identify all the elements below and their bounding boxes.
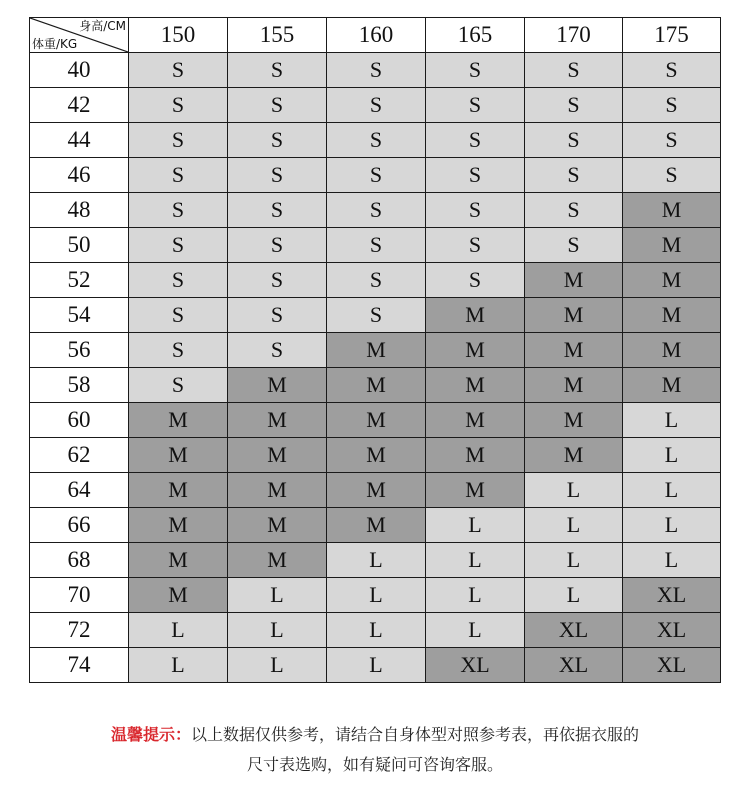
table-row: [30, 53, 721, 88]
tip-text-1: 以上数据仅供参考，请结合自身体型对照参考表，再依据衣服的: [191, 725, 640, 744]
size-cell: M: [327, 403, 426, 438]
size-cell: S: [327, 123, 426, 158]
size-cell: M: [327, 333, 426, 368]
weight-cell: 68: [30, 543, 129, 578]
size-cell: L: [623, 403, 721, 438]
tip-text-2: 尺寸表选购，如有疑问可咨询客服。: [246, 755, 503, 774]
size-cell: S: [327, 53, 426, 88]
size-cell: S: [623, 158, 721, 193]
size-cell: S: [228, 193, 327, 228]
weight-cell: 42: [30, 88, 129, 123]
size-cell: L: [228, 613, 327, 648]
size-cell: S: [129, 88, 228, 123]
size-cell: M: [426, 333, 525, 368]
size-cell: S: [129, 333, 228, 368]
size-cell: M: [426, 368, 525, 403]
table-row: [30, 543, 721, 578]
weight-cell: 70: [30, 578, 129, 613]
size-cell: XL: [623, 613, 721, 648]
size-cell: M: [228, 473, 327, 508]
weight-cell: 52: [30, 263, 129, 298]
size-cell: M: [129, 403, 228, 438]
weight-cell: 60: [30, 403, 129, 438]
size-cell: XL: [525, 613, 623, 648]
size-cell: S: [129, 123, 228, 158]
table-row: [30, 298, 721, 333]
size-cell: M: [129, 473, 228, 508]
table-row: [30, 333, 721, 368]
size-cell: M: [327, 473, 426, 508]
weight-cell: 66: [30, 508, 129, 543]
size-cell: M: [129, 438, 228, 473]
table-row: [30, 438, 721, 473]
size-cell: M: [623, 333, 721, 368]
size-cell: S: [228, 263, 327, 298]
size-cell: S: [129, 298, 228, 333]
size-cell: M: [129, 508, 228, 543]
corner-cell: [30, 18, 129, 53]
size-cell: S: [426, 193, 525, 228]
size-cell: M: [525, 403, 623, 438]
size-cell: M: [426, 438, 525, 473]
size-cell: S: [426, 228, 525, 263]
size-cell: L: [525, 543, 623, 578]
size-cell: M: [525, 368, 623, 403]
size-cell: M: [228, 403, 327, 438]
size-cell: S: [327, 298, 426, 333]
size-cell: M: [525, 333, 623, 368]
size-cell: M: [228, 438, 327, 473]
table-row: [30, 158, 721, 193]
tip-line-2: [0, 752, 750, 775]
size-cell: S: [426, 53, 525, 88]
size-cell: S: [228, 53, 327, 88]
size-cell: S: [327, 263, 426, 298]
size-cell: S: [525, 88, 623, 123]
weight-cell: 48: [30, 193, 129, 228]
size-cell: L: [426, 508, 525, 543]
size-cell: L: [228, 578, 327, 613]
size-chart-body: [30, 53, 721, 683]
table-row: [30, 508, 721, 543]
size-cell: S: [525, 158, 623, 193]
size-cell: L: [129, 613, 228, 648]
size-cell: M: [525, 438, 623, 473]
size-cell: L: [426, 543, 525, 578]
size-cell: L: [129, 648, 228, 683]
size-cell: S: [426, 158, 525, 193]
size-cell: S: [623, 123, 721, 158]
size-cell: XL: [623, 648, 721, 683]
weight-axis-label: 体重/KG: [32, 37, 78, 51]
size-cell: S: [327, 88, 426, 123]
tip-label: 温馨提示：: [110, 725, 191, 744]
size-cell: S: [129, 368, 228, 403]
size-cell: M: [623, 193, 721, 228]
weight-cell: 72: [30, 613, 129, 648]
size-cell: M: [129, 578, 228, 613]
size-cell: M: [525, 263, 623, 298]
height-header: 165: [426, 18, 525, 53]
size-cell: M: [228, 508, 327, 543]
table-row: [30, 88, 721, 123]
size-cell: M: [525, 298, 623, 333]
size-cell: S: [525, 228, 623, 263]
size-cell: S: [228, 333, 327, 368]
size-cell: M: [623, 368, 721, 403]
weight-cell: 46: [30, 158, 129, 193]
table-row: [30, 473, 721, 508]
table-row: [30, 648, 721, 683]
weight-cell: 64: [30, 473, 129, 508]
table-row: [30, 123, 721, 158]
size-chart-table: [29, 17, 721, 683]
table-row: [30, 228, 721, 263]
size-cell: M: [426, 473, 525, 508]
size-cell: M: [327, 438, 426, 473]
height-header: 160: [327, 18, 426, 53]
size-cell: S: [525, 123, 623, 158]
size-cell: S: [525, 193, 623, 228]
size-cell: L: [623, 438, 721, 473]
size-cell: M: [327, 368, 426, 403]
height-header: 175: [623, 18, 721, 53]
size-cell: S: [129, 228, 228, 263]
size-cell: L: [228, 648, 327, 683]
size-cell: S: [129, 158, 228, 193]
size-cell: XL: [623, 578, 721, 613]
size-cell: S: [129, 53, 228, 88]
table-row: [30, 613, 721, 648]
size-cell: M: [228, 368, 327, 403]
weight-cell: 40: [30, 53, 129, 88]
weight-cell: 62: [30, 438, 129, 473]
size-cell: L: [327, 578, 426, 613]
height-axis-label: 身高/CM: [79, 19, 126, 33]
height-header: 150: [129, 18, 228, 53]
size-cell: M: [228, 543, 327, 578]
tip-line-1: [0, 722, 750, 745]
weight-cell: 54: [30, 298, 129, 333]
table-row: [30, 263, 721, 298]
size-cell: L: [525, 508, 623, 543]
size-cell: S: [426, 123, 525, 158]
size-cell: L: [327, 613, 426, 648]
weight-cell: 58: [30, 368, 129, 403]
size-cell: S: [327, 158, 426, 193]
size-cell: S: [228, 298, 327, 333]
size-cell: XL: [426, 648, 525, 683]
size-cell: M: [129, 543, 228, 578]
size-cell: L: [525, 578, 623, 613]
size-cell: L: [623, 508, 721, 543]
size-cell: L: [623, 473, 721, 508]
size-cell: M: [623, 228, 721, 263]
size-cell: L: [327, 648, 426, 683]
weight-cell: 74: [30, 648, 129, 683]
size-cell: M: [426, 403, 525, 438]
size-cell: S: [228, 88, 327, 123]
weight-cell: 56: [30, 333, 129, 368]
size-cell: S: [623, 88, 721, 123]
height-header: 170: [525, 18, 623, 53]
header-row: [30, 18, 721, 53]
table-row: [30, 578, 721, 613]
size-cell: S: [426, 88, 525, 123]
size-cell: S: [327, 228, 426, 263]
table-row: [30, 368, 721, 403]
size-cell: S: [129, 263, 228, 298]
size-cell: S: [228, 123, 327, 158]
size-cell: S: [228, 158, 327, 193]
size-cell: S: [228, 228, 327, 263]
table-row: [30, 193, 721, 228]
size-cell: XL: [525, 648, 623, 683]
size-cell: M: [426, 298, 525, 333]
size-cell: S: [525, 53, 623, 88]
size-cell: S: [623, 53, 721, 88]
size-cell: L: [525, 473, 623, 508]
size-cell: L: [426, 613, 525, 648]
size-cell: L: [327, 543, 426, 578]
height-header: 155: [228, 18, 327, 53]
size-cell: M: [327, 508, 426, 543]
size-cell: M: [623, 263, 721, 298]
weight-cell: 50: [30, 228, 129, 263]
size-cell: S: [426, 263, 525, 298]
size-cell: M: [623, 298, 721, 333]
table-row: [30, 403, 721, 438]
size-cell: S: [129, 193, 228, 228]
size-cell: L: [426, 578, 525, 613]
size-cell: L: [623, 543, 721, 578]
size-cell: S: [327, 193, 426, 228]
weight-cell: 44: [30, 123, 129, 158]
